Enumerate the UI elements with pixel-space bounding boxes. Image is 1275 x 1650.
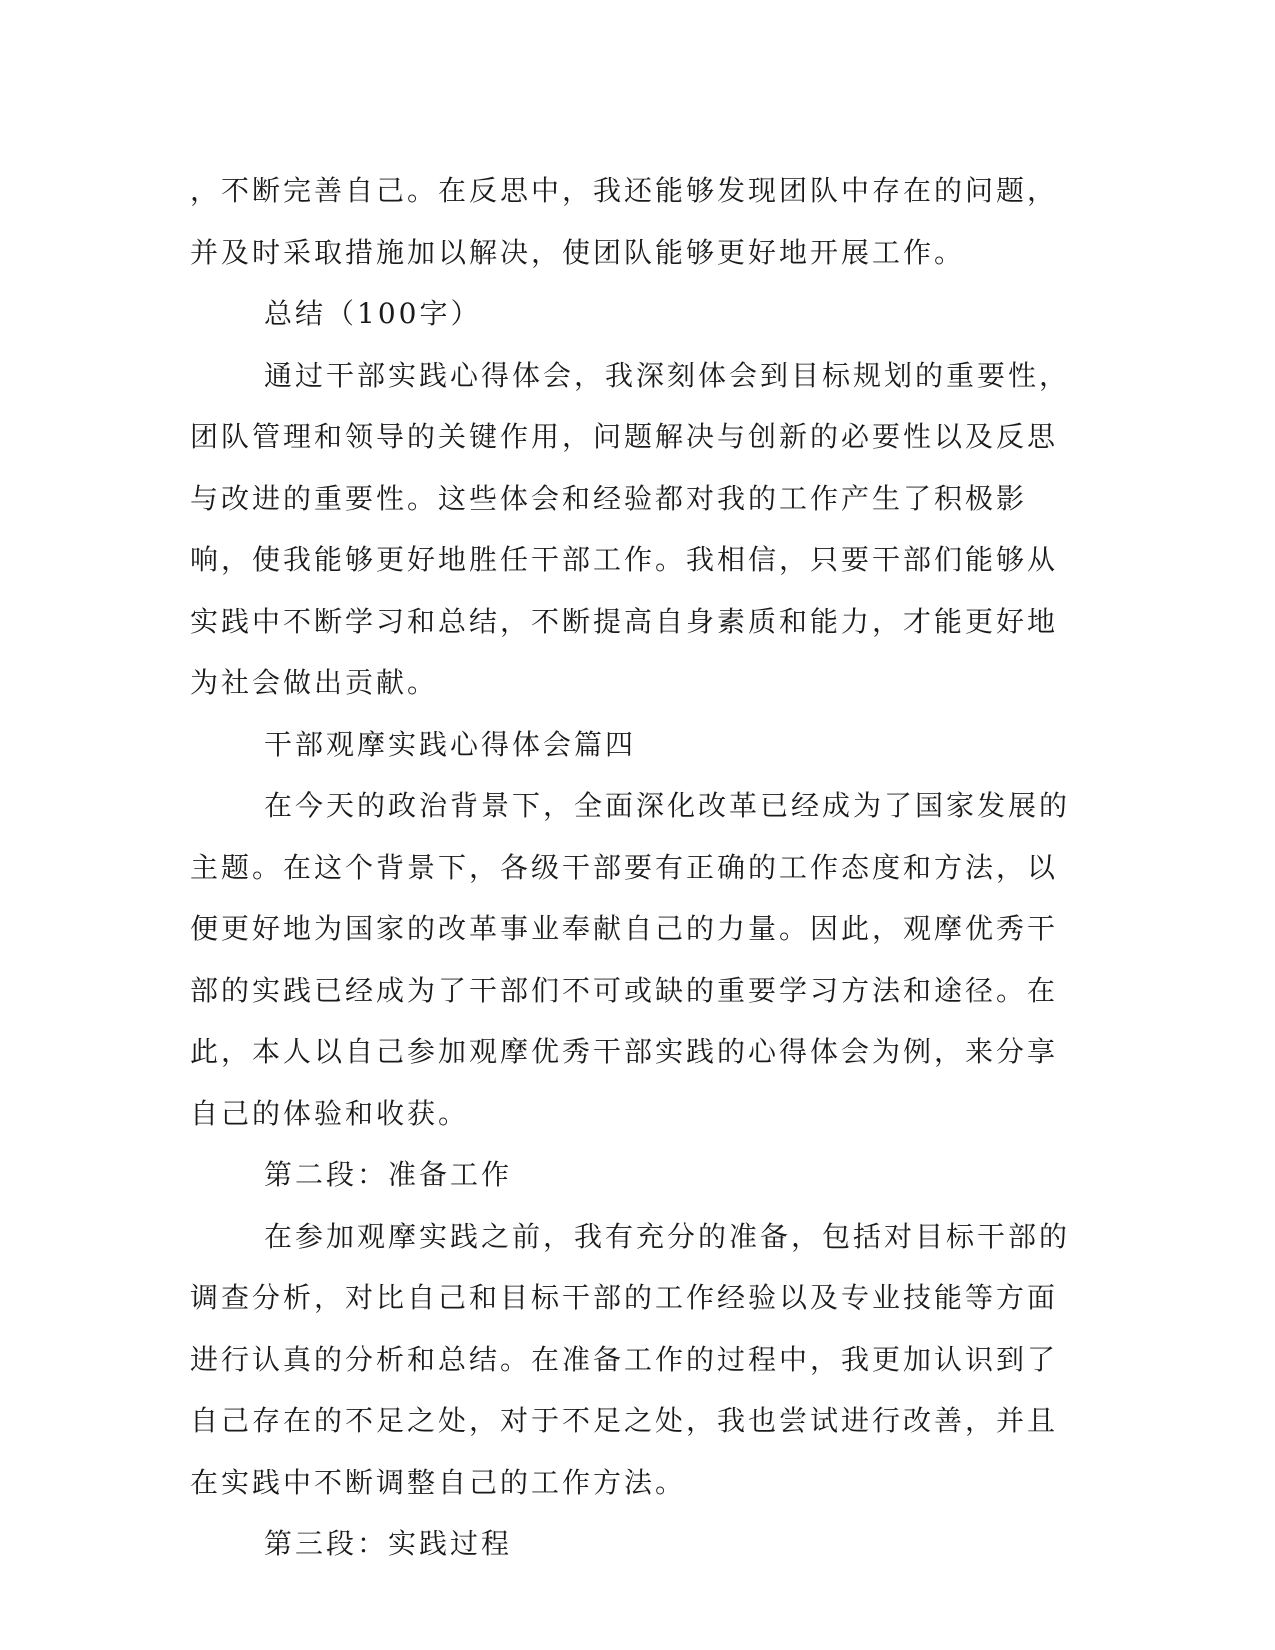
document-body xyxy=(190,160,1080,1575)
heading-section-three: 第三段：实践过程 xyxy=(264,1527,513,1560)
paragraph-preparation: 在参加观摩实践之前，我有充分的准备，包括对目标干部的调查分析，对比自己和目标干部的工作经验以及专业技能等方面进行认真的分析和总结。在准备工作的过程中，我更加认识到了自己存在的不足之处，对于不足之处，我也尝试进行改善，并且在实践中不断调整自己的工作方法。 xyxy=(190,1219,1071,1499)
heading-section-two: 第二段：准备工作 xyxy=(264,1158,513,1191)
heading-part-four: 干部观摩实践心得体会篇四 xyxy=(264,727,637,761)
paragraph-continuation: ，不断完善自己。在反思中，我还能够发现团队中存在的问题，并及时采取措施加以解决，使团队能够更好地开展工作。 xyxy=(190,174,1059,269)
paragraph-intro: 在今天的政治背景下，全面深化改革已经成为了国家发展的主题。在这个背景下，各级干部要有正确的工作态度和方法，以便更好地为国家的改革事业奉献自己的力量。因此，观摩优秀干部的实践已经成为了干部们不可或缺的重要学习方法和途径。在此，本人以自己参加观摩优秀干部实践的心得体会为例，来分享自己的体验和收获。 xyxy=(190,789,1071,1130)
heading-summary: 总结（100字） xyxy=(264,297,482,330)
paragraph-summary: 通过干部实践心得体会，我深刻体会到目标规划的重要性，团队管理和领导的关键作用，问题解决与创新的必要性以及反思与改进的重要性。这些体会和经验都对我的工作产生了积极影响，使我能够更好地胜任干部工作。我相信，只要干部们能够从实践中不断学习和总结，不断提高自身素质和能力，才能更好地为社会做出贡献。 xyxy=(190,358,1071,699)
